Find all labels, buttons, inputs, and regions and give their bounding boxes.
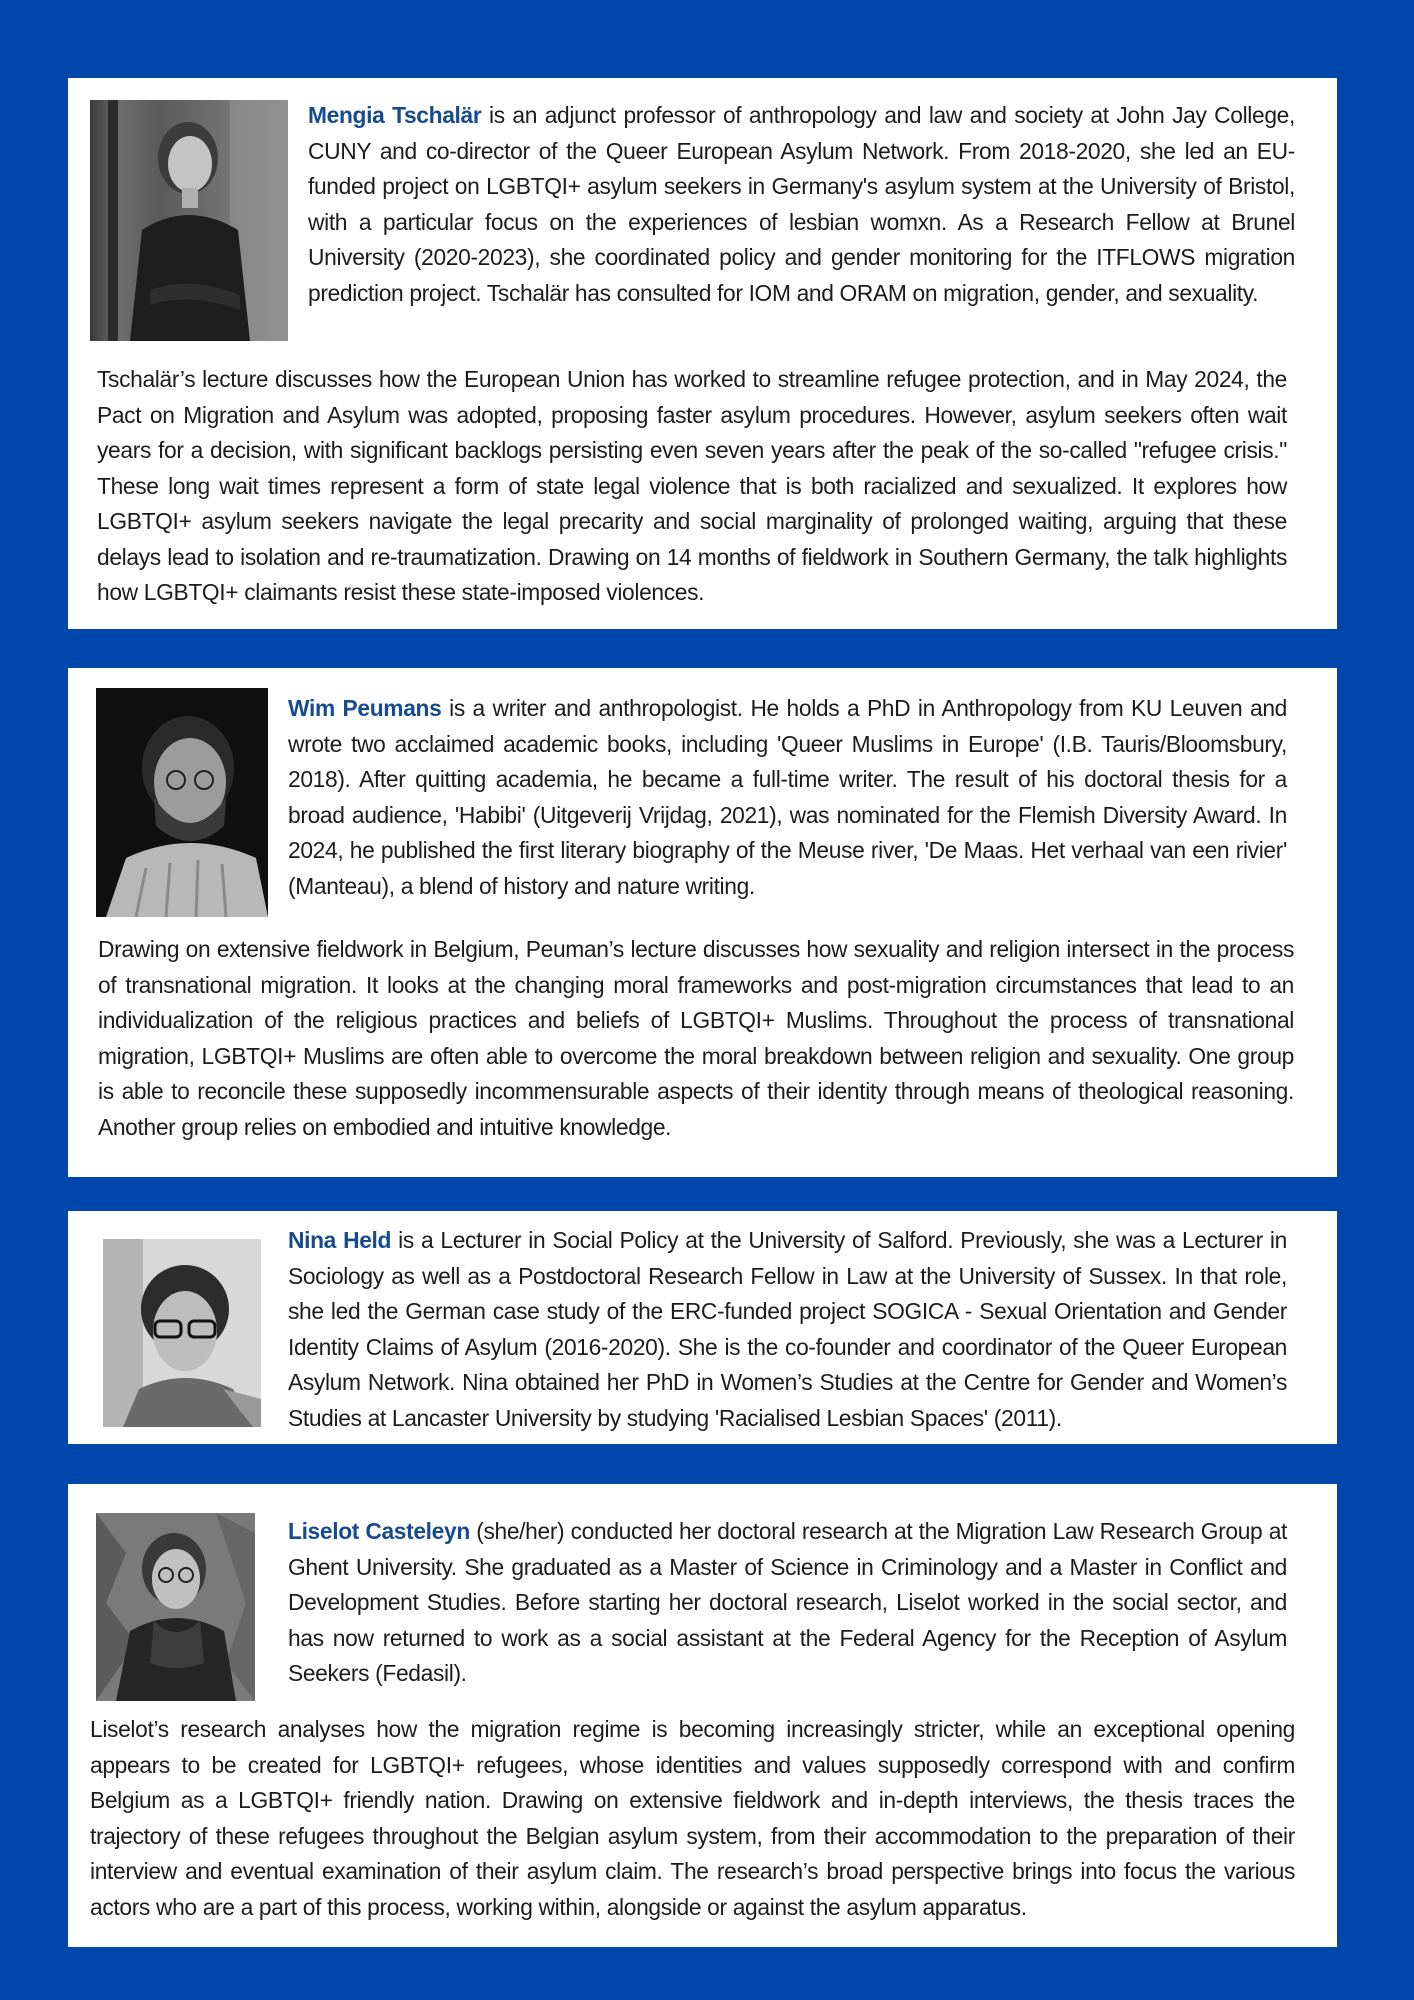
speaker-photo [103, 1239, 261, 1427]
lecture-abstract: Tschalär’s lecture discusses how the European Union has worked to streamline refugee protection, and in May 2024, the Pact on Migration and Asylum was adopted, proposing faster asylum procedures. However, asylum seekers often wait years for a decision, with significant backlogs persisting even seven years after the peak of the so-called "refugee crisis." These long wait times represent a form of state legal violence that is both racialized and sexualized. It explores how LGBTQI+ asylum seekers navigate the legal precarity and social marginality of prolonged waiting, arguing that these delays lead to isolation and re-traumatization. Drawing on 14 months of fieldwork in Southern Germany, the talk highlights how LGBTQI+ claimants resist these state-imposed violences. [97, 366, 1287, 605]
speaker-bio [288, 1514, 1287, 1692]
speaker-name: Wim Peumans [288, 695, 442, 721]
speaker-card-peumans [68, 668, 1337, 1177]
speaker-bio-text: (she/her) conducted her doctoral research at the Migration Law Research Group at Ghent University. She graduated as a Master of Science in Criminology and a Master in Conflict and Development Studies. Before starting her doctoral research, Liselot worked in the social sector, and has now returned to work as a social assistant at the Federal Agency for the Reception of Asylum Seekers (Fedasil). [288, 1518, 1288, 1686]
speaker-bio-text: is a Lecturer in Social Policy at the University of Salford. Previously, she was a Lecturer in Sociology as well as a Postdoctoral Research Fellow in Law at the University of Sussex. In that role, she led the German case study of the ERC-funded project SOGICA - Sexual Orientation and Gender Identity Claims of Asylum (2016-2020). She is the co-founder and coordinator of the Queer European Asylum Network. Nina obtained her PhD in Women’s Studies at the Centre for Gender and Women’s Studies at Lancaster University by studying 'Racialised Lesbian Spaces' (2011). [288, 1227, 1287, 1431]
speaker-bio [308, 98, 1295, 311]
speaker-bio-text: is a writer and anthropologist. He holds a PhD in Anthropology from KU Leuven and wrote two acclaimed academic books, including 'Queer Muslims in Europe' (I.B. Tauris/Bloomsbury, 2018). After quitting academia, he became a full-time writer. The result of his doctoral thesis for a broad audience, 'Habibi' (Uitgeverij Vrijdag, 2021), was nominated for the Flemish Diversity Award. In 2024, he published the first literary biography of the Meuse river, 'De Maas. Het verhaal van een rivier' (Manteau), a blend of history and nature writing. [288, 695, 1288, 899]
speaker-name: Mengia Tschalär [308, 102, 482, 128]
lecture-abstract: Liselot’s research analyses how the migration regime is becoming increasingly stricter, while an exceptional opening appears to be created for LGBTQI+ refugees, whose identities and values supposedly correspond with and confirm Belgium as a LGBTQI+ friendly nation. Drawing on extensive fieldwork and in-depth interviews, the thesis traces the trajectory of these refugees throughout the Belgian asylum system, from their accommodation to the preparation of their interview and eventual examination of their asylum claim. The research’s broad perspective brings into focus the various actors who are a part of this process, working within, alongside or against the asylum apparatus. [90, 1716, 1295, 1920]
speaker-photo [96, 688, 268, 917]
speaker-bio [288, 691, 1287, 904]
speaker-name: Nina Held [288, 1227, 392, 1253]
speaker-bio [288, 1223, 1287, 1436]
speaker-card-tschalar [68, 78, 1337, 629]
speaker-card-held [68, 1211, 1337, 1444]
speaker-card-casteleyn [68, 1484, 1337, 1947]
speaker-bio-text: is an adjunct professor of anthropology and law and society at John Jay College, CUNY and co-director of the Queer European Asylum Network. From 2018-2020, she led an EU-funded project on LGBTQI+ asylum seekers in Germany's asylum system at the University of Bristol, with a particular focus on the experiences of lesbian womxn. As a Research Fellow at Brunel University (2020-2023), she coordinated policy and gender monitoring for the ITFLOWS migration prediction project. Tschalär has consulted for IOM and ORAM on migration, gender, and sexuality. [308, 102, 1295, 306]
speaker-photo [96, 1513, 255, 1701]
speaker-photo [90, 100, 288, 341]
speaker-name: Liselot Casteleyn [288, 1518, 470, 1544]
lecture-abstract: Drawing on extensive fieldwork in Belgium, Peuman’s lecture discusses how sexuality and religion intersect in the process of transnational migration. It looks at the changing moral frameworks and post-migration circumstances that lead to an individualization of the religious practices and beliefs of LGBTQI+ Muslims. Throughout the process of transnational migration, LGBTQI+ Muslims are often able to overcome the moral breakdown between religion and sexuality. One group is able to reconcile these supposedly incommensurable aspects of their identity through means of theological reasoning. Another group relies on embodied and intuitive knowledge. [98, 936, 1294, 1140]
